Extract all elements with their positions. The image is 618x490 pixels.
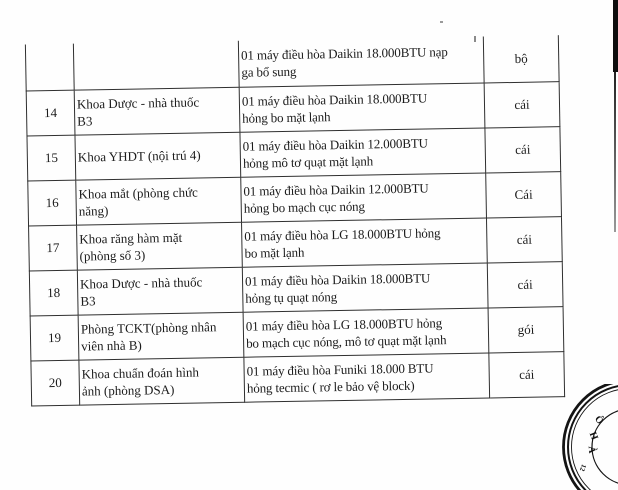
location-cell: Khoa răng hàm mặt (phòng số 3) [77, 222, 243, 270]
row-number-cell [25, 44, 74, 91]
unit-cell: Cái [486, 171, 562, 217]
location-cell: Khoa Dược - nhà thuốc B3 [77, 267, 243, 315]
stamp-letter: À [585, 445, 598, 454]
description-cell: 01 máy điều hòa Daikin 12.000BTU hỏng bo mạch cục nóng [241, 172, 487, 221]
location-cell: Khoa YHDT (nội trú 4) [75, 132, 241, 180]
location-cell: Phòng TCKT(phòng nhân viên nhà B) [78, 312, 244, 360]
row-number-cell: 18 [29, 270, 78, 316]
row-number-cell: 16 [28, 180, 77, 226]
repair-items-table-container [25, 36, 544, 406]
description-cell: 01 máy điều hòa Daikin 18.000BTU hỏng tụ quạt nóng [242, 262, 488, 311]
scan-speck [474, 36, 476, 42]
description-cell: 01 máy điều hòa Daikin 18.000BTU nạp ga bổ sung [238, 37, 484, 87]
location-cell: Khoa Dược - nhà thuốc B3 [74, 87, 240, 135]
location-cell: Khoa mắt (phòng chức năng) [76, 177, 242, 225]
description-cell: 01 máy điều hòa LG 18.000BTU hỏng bo mạch cục nóng, mô tơ quạt mặt lạnh [243, 307, 489, 356]
description-cell: 01 máy điều hòa Daikin 12.000BTU hỏng mô tơ quạt mặt lạnh [240, 127, 486, 176]
description-cell: 01 máy điều hòa LG 18.000BTU hỏng bo mặt lạnh [242, 217, 488, 266]
unit-cell: cái [487, 261, 563, 307]
row-number-cell: 17 [29, 225, 78, 271]
row-number-cell: 20 [31, 360, 80, 406]
table-row [31, 351, 565, 405]
scan-edge-artifact-dark [613, 0, 618, 72]
official-stamp-partial [556, 384, 618, 490]
location-cell [73, 41, 239, 90]
unit-cell: bộ [483, 35, 559, 82]
repair-items-table [25, 35, 565, 406]
unit-cell: cái [485, 126, 561, 172]
scan-edge-artifact-line [614, 72, 616, 232]
description-cell: 01 máy điều hòa Funiki 18.000 BTU hỏng tecmic ( rơ le bảo vệ block) [244, 352, 490, 401]
stamp-letter: H [586, 430, 600, 442]
location-cell: Khoa chuẩn đoán hình ảnh (phòng DSA) [79, 357, 245, 405]
description-cell: 01 máy điều hòa Daikin 18.000BTU hỏng bo mặt lạnh [239, 82, 485, 131]
unit-cell: cái [489, 351, 565, 397]
unit-cell: cái [484, 81, 560, 127]
stamp-letter: Ô [592, 413, 606, 427]
row-number-cell: 14 [26, 90, 75, 136]
stamp-letter: 12 [577, 463, 588, 473]
scan-speck [440, 21, 443, 23]
row-number-cell: 15 [27, 135, 76, 181]
unit-cell: cái [486, 216, 562, 262]
table-body [25, 35, 564, 405]
row-number-cell: 19 [30, 315, 79, 361]
unit-cell: gói [488, 306, 564, 352]
